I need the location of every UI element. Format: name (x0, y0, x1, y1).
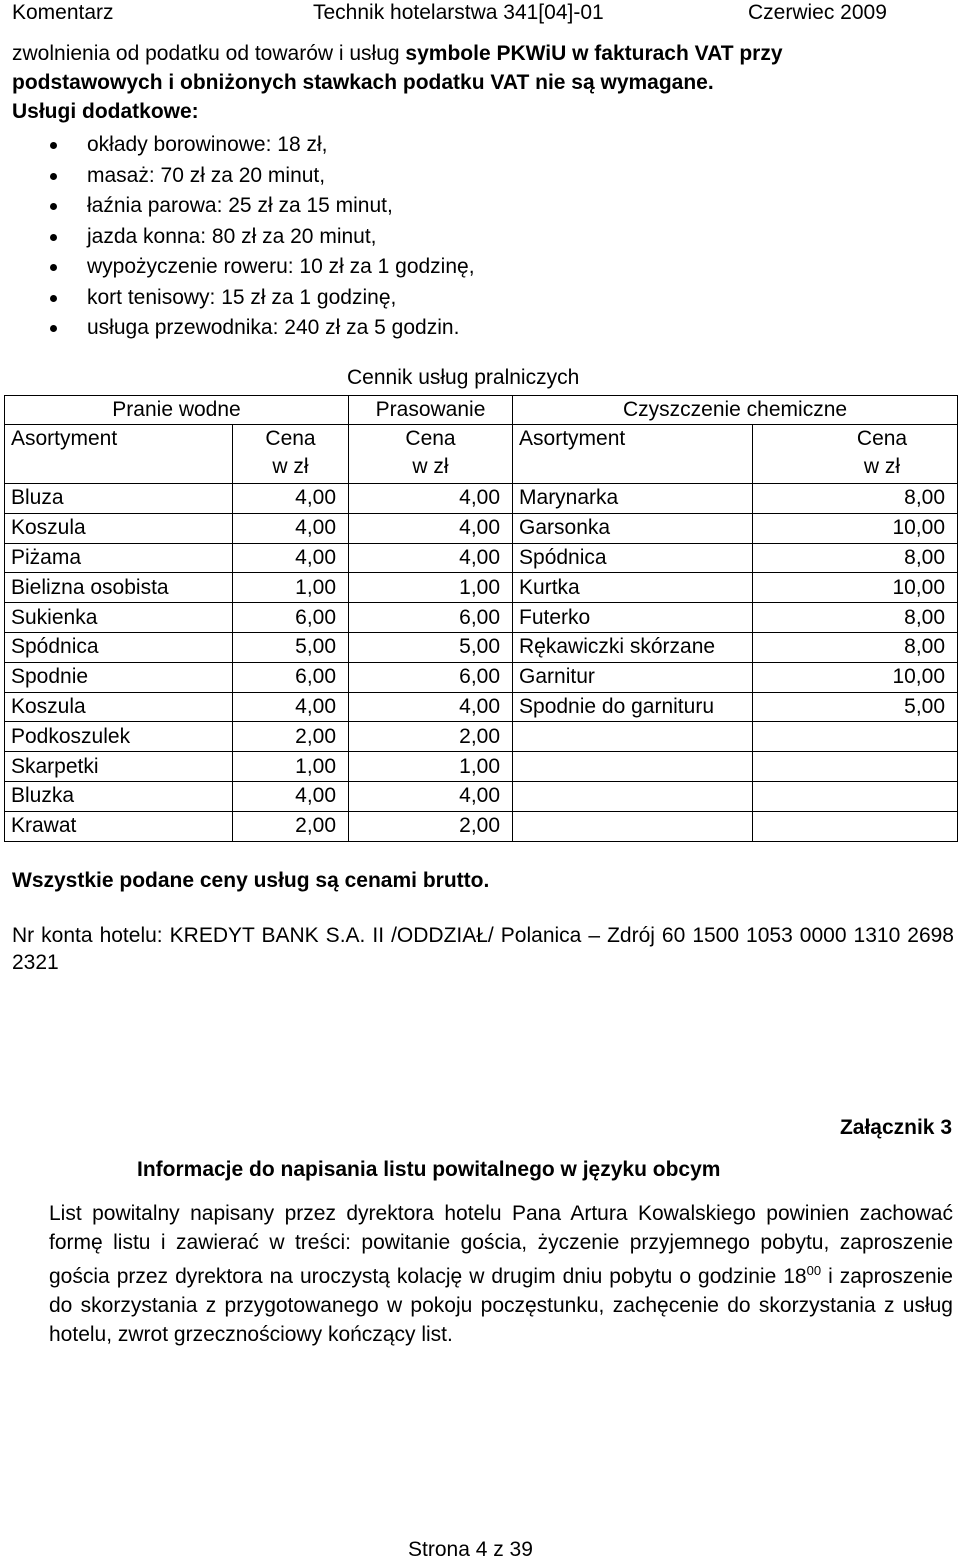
col-price-unit: w zł (272, 455, 309, 478)
wash-price: 1,00 (233, 573, 349, 603)
wash-price: 1,00 (233, 752, 349, 782)
dc-price: 8,00 (753, 543, 958, 573)
wash-item: Skarpetki (5, 752, 233, 782)
dc-price: 5,00 (753, 692, 958, 722)
iron-price: 1,00 (349, 573, 513, 603)
service-text: kort tenisowy: 15 zł za 1 godzinę, (87, 285, 397, 309)
wash-price: 4,00 (233, 543, 349, 573)
iron-price: 6,00 (349, 603, 513, 633)
col-price-label: Cena (405, 427, 456, 450)
intro-line-1-normal: zwolnienia od podatku od towarów i usług (12, 42, 406, 65)
dc-price: 10,00 (753, 662, 958, 692)
services-heading: Usługi dodatkowe: (12, 100, 199, 123)
column-header-row (5, 425, 958, 484)
bullet-icon (50, 234, 57, 241)
service-item (0, 283, 475, 314)
price-row (5, 484, 958, 514)
wash-price: 4,00 (233, 781, 349, 811)
dc-item: Garsonka (513, 513, 753, 543)
iron-price: 5,00 (349, 632, 513, 662)
col-price-label: Cena (265, 427, 316, 450)
wash-price: 2,00 (233, 722, 349, 752)
page-footer: Strona 4 z 39 (408, 1538, 533, 1561)
dc-item: Kurtka (513, 573, 753, 603)
price-row (5, 722, 958, 752)
bank-account: Nr konta hotelu: KREDYT BANK S.A. II /ODDZIAŁ/ Polanica – Zdrój 60 1500 1053 0000 1310 2698 2321 (12, 924, 954, 974)
col-price-unit: w zł (412, 455, 449, 478)
group-washing: Pranie wodne (5, 396, 349, 425)
wash-price: 2,00 (233, 811, 349, 841)
dc-item (513, 811, 753, 841)
service-text: okłady borowinowe: 18 zł, (87, 133, 328, 156)
service-text: jazda konna: 80 zł za 20 minut, (87, 224, 377, 248)
attachment-label: Załącznik 3 (839, 1116, 952, 1139)
price-row (5, 662, 958, 692)
header-center: Technik hotelarstwa 341[04]-01 (313, 1, 604, 24)
info-title: Informacje do napisania listu powitalnego w języku obcym (137, 1158, 721, 1181)
price-row (5, 811, 958, 841)
service-text: łaźnia parowa: 25 zł za 15 minut, (87, 194, 393, 217)
service-item (0, 191, 475, 222)
price-row (5, 692, 958, 722)
col-assortment-wash (5, 425, 233, 484)
dc-price (753, 811, 958, 841)
dc-price (753, 781, 958, 811)
service-text: wypożyczenie roweru: 10 zł za 1 godzinę, (87, 255, 475, 278)
dc-item: Garnitur (513, 662, 753, 692)
service-text: masaż: 70 zł za 20 minut, (87, 163, 326, 187)
dc-item: Marynarka (513, 484, 753, 514)
dc-price (753, 752, 958, 782)
price-list-title: Cennik usług pralniczych (347, 366, 580, 389)
service-item (0, 313, 475, 344)
service-item (0, 130, 475, 161)
intro-line-1-bold: symbole PKWiU w fakturach VAT przy (405, 42, 783, 65)
dc-price: 8,00 (753, 484, 958, 514)
iron-price: 2,00 (349, 722, 513, 752)
iron-price: 4,00 (349, 543, 513, 573)
wash-item: Spódnica (5, 632, 233, 662)
bullet-icon (50, 203, 57, 210)
col-price-unit: w zł (863, 455, 901, 478)
laundry-price-table (4, 395, 958, 842)
iron-price: 4,00 (349, 692, 513, 722)
wash-price: 4,00 (233, 692, 349, 722)
dc-item: Spodnie do garnituru (513, 692, 753, 722)
iron-price: 4,00 (349, 513, 513, 543)
wash-price: 6,00 (233, 603, 349, 633)
service-item (0, 222, 475, 253)
col-price-iron (349, 425, 513, 484)
wash-price: 6,00 (233, 662, 349, 692)
dc-item: Futerko (513, 603, 753, 633)
header-right: Czerwiec 2009 (748, 1, 887, 24)
col-price-wash (233, 425, 349, 484)
dc-price (753, 722, 958, 752)
bullet-icon (50, 173, 57, 180)
iron-price: 1,00 (349, 752, 513, 782)
price-row (5, 781, 958, 811)
dc-price: 8,00 (753, 603, 958, 633)
bullet-icon (50, 142, 57, 149)
service-item (0, 252, 475, 283)
wash-item: Piżama (5, 543, 233, 573)
iron-price: 4,00 (349, 781, 513, 811)
wash-item: Sukienka (5, 603, 233, 633)
dc-item (513, 752, 753, 782)
brutto-note: Wszystkie podane ceny usług są cenami brutto. (12, 869, 490, 892)
bullet-icon (50, 325, 57, 332)
wash-item: Krawat (5, 811, 233, 841)
wash-item: Spodnie (5, 662, 233, 692)
price-row (5, 603, 958, 633)
bullet-icon (50, 264, 57, 271)
dc-item (513, 722, 753, 752)
group-header-row (5, 396, 958, 425)
wash-price: 4,00 (233, 484, 349, 514)
price-row (5, 752, 958, 782)
wash-price: 5,00 (233, 632, 349, 662)
group-dry-cleaning: Czyszczenie chemiczne (513, 396, 958, 425)
iron-price: 2,00 (349, 811, 513, 841)
col-assortment-label: Asortyment (519, 427, 626, 450)
letter-instructions (49, 1200, 953, 1350)
price-row (5, 513, 958, 543)
iron-price: 4,00 (349, 484, 513, 514)
wash-item: Koszula (5, 513, 233, 543)
wash-item: Bluza (5, 484, 233, 514)
price-row (5, 543, 958, 573)
price-row (5, 632, 958, 662)
group-ironing: Prasowanie (349, 396, 513, 425)
wash-price: 4,00 (233, 513, 349, 543)
letter-part-2: i zaproszenie do skorzystania z przygotowanego w pokoju poczęstunku, zachęcenie do skorzystania z usług hotelu, zwrot grzecznościowy kończący list. (49, 1265, 953, 1346)
wash-item: Bielizna osobista (5, 573, 233, 603)
col-price-dc (753, 425, 958, 484)
dc-price: 10,00 (753, 573, 958, 603)
service-item (0, 161, 475, 192)
price-row (5, 573, 958, 603)
dc-item: Spódnica (513, 543, 753, 573)
wash-item: Koszula (5, 692, 233, 722)
iron-price: 6,00 (349, 662, 513, 692)
bullet-icon (50, 295, 57, 302)
intro-line-2: podstawowych i obniżonych stawkach podatku VAT nie są wymagane. (12, 71, 714, 94)
letter-part-1: List powitalny napisany przez dyrektora hotelu Pana Artura Kowalskiego powinien zachować formę listu i zawierać w treści: powitanie gościa, życzenie przyjemnego pobytu, zaproszenie gościa przez dyrektora na uroczystą kolację w drugim dniu pobytu o godzinie 18 (49, 1202, 953, 1289)
wash-item: Podkoszulek (5, 722, 233, 752)
col-price-label: Cena (856, 427, 908, 450)
col-assortment-label: Asortyment (11, 427, 118, 450)
dc-item (513, 781, 753, 811)
col-assortment-dc (513, 425, 753, 484)
wash-item: Bluzka (5, 781, 233, 811)
header-left: Komentarz (12, 1, 114, 24)
dc-price: 8,00 (753, 632, 958, 662)
intro-line-1 (12, 42, 783, 66)
letter-superscript: 00 (806, 1263, 822, 1279)
services-list (0, 130, 475, 344)
service-text: usługa przewodnika: 240 zł za 5 godzin. (87, 316, 460, 339)
dc-price: 10,00 (753, 513, 958, 543)
dc-item: Rękawiczki skórzane (513, 632, 753, 662)
